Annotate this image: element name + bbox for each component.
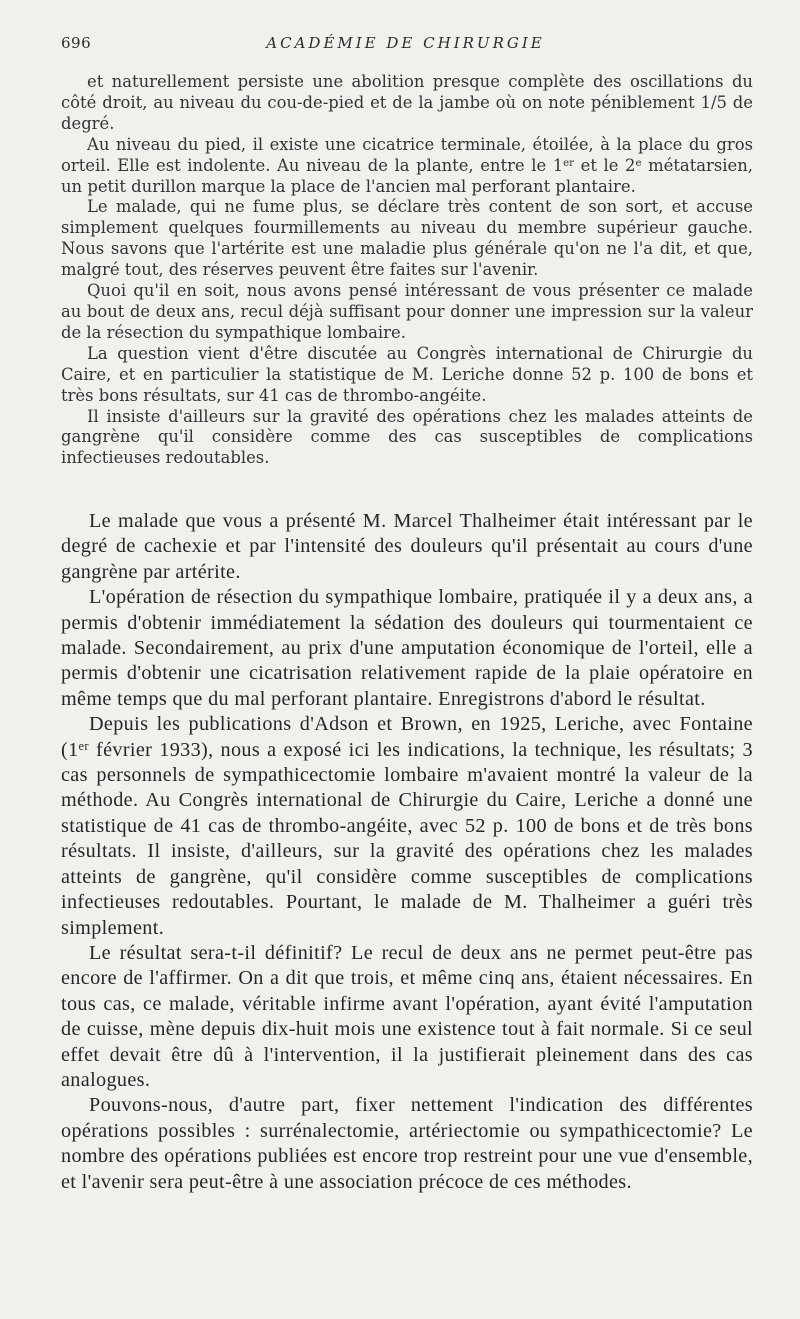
- paragraph: Depuis les publications d'Adson et Brown, en 1925, Leriche, avec Fontaine (1er février 1933), nous a exposé ici les indications, la technique, les résultats; 3 cas personnels de sympathicectomie lombaire m'avaient montré la valeur de la méthode. Au Congrès international de Chirurgie du Caire, Leriche a donné une statistique de 41 cas de thrombo-angéite, avec 52 p. 100 de bons et de très bons résultats. Il insiste, d'ailleurs, sur la gravité des opérations chez les malades atteints de gangrène, qu'il considère comme susceptibles de complications infectieuses redoutables. Pourtant, le malade de M. Thalheimer a guéri très simplement.: [61, 713, 753, 939]
- paragraph: Il insiste d'ailleurs sur la gravité des opérations chez les malades atteints de gangrène qu'il considère comme des cas susceptibles de complications infectieuses redoutables.: [61, 406, 753, 468]
- running-title: ACADÉMIE DE CHIRURGIE: [266, 34, 545, 52]
- paragraph: L'opération de résection du sympathique lombaire, pratiquée il y a deux ans, a permis d'obtenir immédiatement la sédation des douleurs qui tourmentaient ce malade. Secondairement, au prix d'une amputation économique de l'orteil, elle a permis d'obtenir une cicatrisation relativement rapide de la plaie opératoire en même temps que du mal perforant plantaire. Enregistrons d'abord le résultat.: [61, 586, 753, 710]
- observation-text: [61, 72, 753, 469]
- page-header: [61, 34, 750, 56]
- paragraph: Pouvons-nous, d'autre part, fixer nettement l'indication des différentes opérations possibles : surrénalectomie, artériectomie ou sympathicectomie? Le nombre des opérations publiées est encore trop restreint pour une vue d'ensemble, et l'avenir sera peut-être à une association précoce de ces méthodes.: [61, 1094, 753, 1193]
- paragraph: et naturellement persiste une abolition presque complète des oscillations du côté droit, au niveau du cou-de-pied et de la jambe où on note péniblement 1/5 de degré.: [61, 72, 753, 133]
- report-text: [61, 509, 753, 1195]
- paragraph: Le malade que vous a présenté M. Marcel Thalheimer était intéressant par le degré de cachexie et par l'intensité des douleurs qu'il présentait au cours d'une gangrène par artérite.: [61, 510, 753, 583]
- paragraph: Le malade, qui ne fume plus, se déclare très content de son sort, et accuse simplement quelques fourmillements au niveau du membre supérieur gauche. Nous savons que l'artérite est une maladie plus générale qu'on ne l'a dit, et que, malgré tout, des réserves peuvent être faites sur l'avenir.: [61, 197, 753, 280]
- paragraph: La question vient d'être discutée au Congrès international de Chirurgie du Caire, et en particulier la statistique de M. Leriche donne 52 p. 100 de bons et très bons résultats, sur 41 cas de thrombo-angéite.: [61, 343, 753, 405]
- page-number: 696: [61, 34, 92, 52]
- paragraph: Le résultat sera-t-il définitif? Le recul de deux ans ne permet peut-être pas encore de l'affirmer. On a dit que trois, et même cinq ans, étaient nécessaires. En tous cas, ce malade, véritable infirme avant l'opération, ayant évité l'amputation de cuisse, mène depuis dix-huit mois une existence tout à fait normale. Si ce seul effet devait être dû à l'intervention, il la justifierait pleinement dans des cas analogues.: [61, 941, 753, 1091]
- paragraph: Au niveau du pied, il existe une cicatrice terminale, étoilée, à la place du gros orteil. Elle est indolente. Au niveau de la plante, entre le 1er et le 2e métatarsien, un petit durillon marque la place de l'ancien mal perforant plantaire.: [61, 134, 754, 196]
- paragraph: Quoi qu'il en soit, nous avons pensé intéressant de vous présenter ce malade au bout de deux ans, recul déjà suffisant pour donner une impression sur la valeur de la résection du sympathique lombaire.: [61, 281, 753, 342]
